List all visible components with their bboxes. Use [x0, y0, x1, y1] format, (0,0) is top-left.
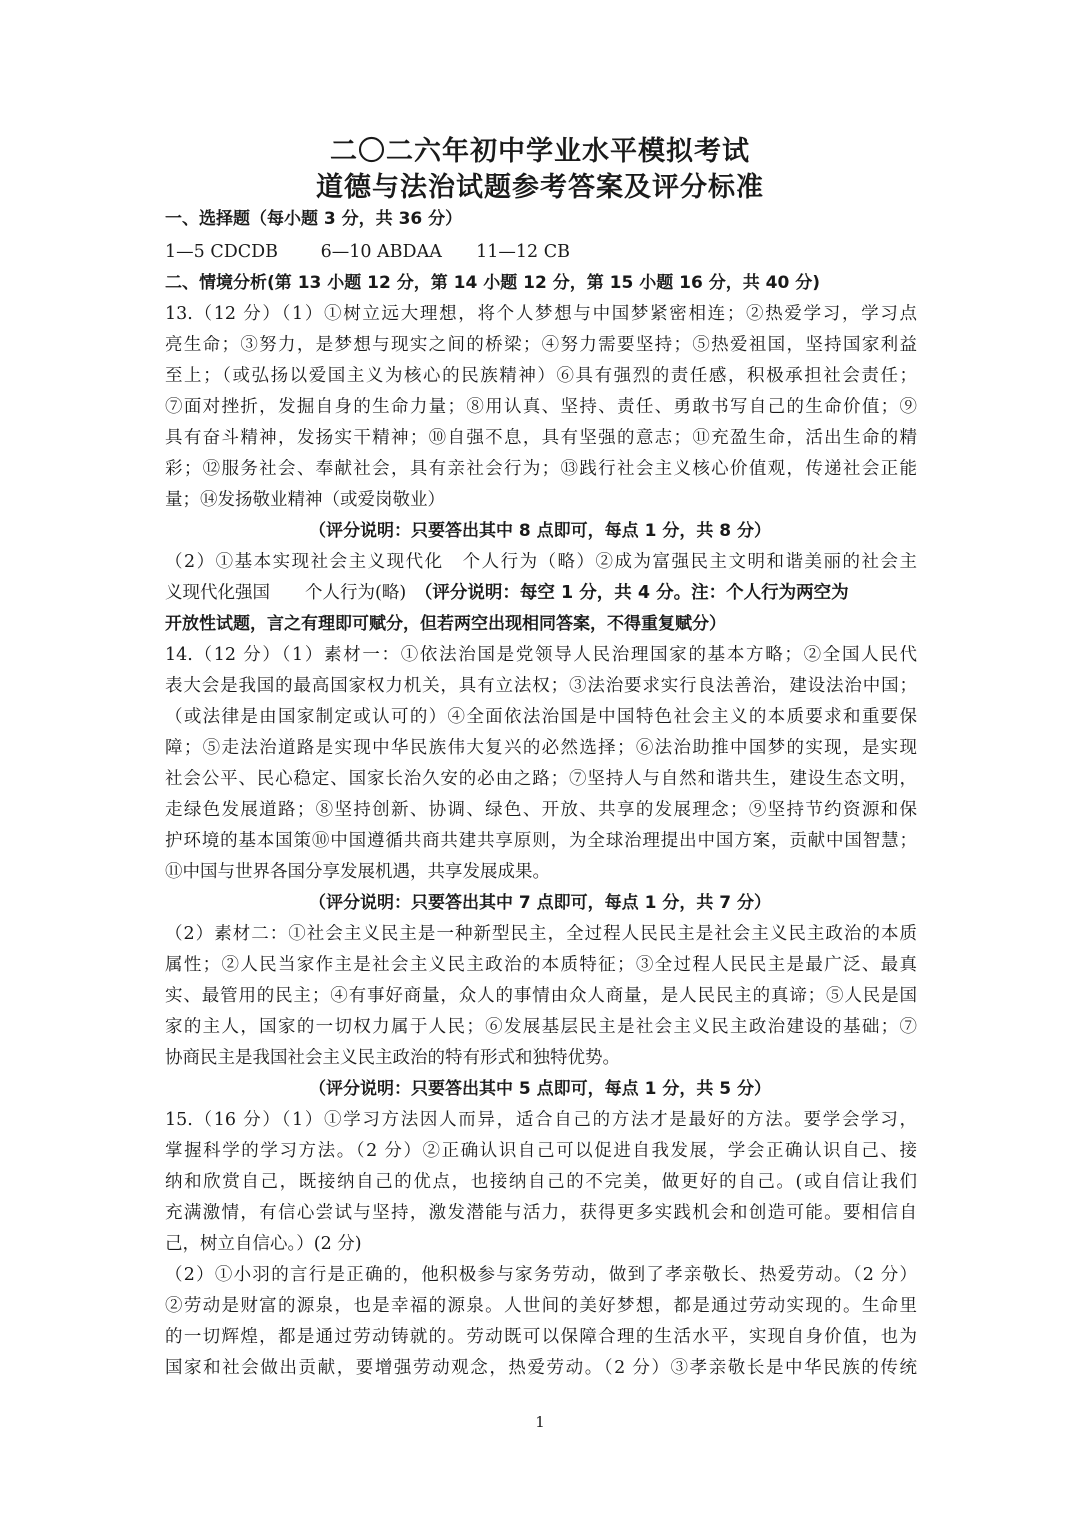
- q14-line: 社会公平、民心稳定、国家长治久安的必由之路；⑦坚持人与自然和谐共生，建设生态文明，: [165, 769, 917, 789]
- choice-answer-11-12: 11—12 CB: [476, 242, 571, 262]
- page-title: 二〇二六年初中学业水平模拟考试: [330, 136, 750, 167]
- q14-part2-line: 协商民主是我国社会主义民主政治的特有形式和独特优势。: [165, 1048, 620, 1068]
- choice-answers: [165, 237, 917, 268]
- q14-part2-line: 属性；②人民当家作主是社会主义民主政治的本质特征；③全过程人民民主是最广泛、最真: [165, 955, 917, 975]
- q13-line: 至上；（或弘扬以爱国主义为核心的民族精神）⑥具有强烈的责任感，积极承担社会责任；: [165, 366, 917, 386]
- q15-line: 纳和欣赏自己，既接纳自己的优点，也接纳自己的不完美，做更好的自己。(或自信让我们: [165, 1172, 917, 1192]
- q15-line: 充满激情，有信心尝试与坚持，激发潜能与活力，获得更多实践机会和创造可能。要相信自: [165, 1203, 917, 1223]
- section2-heading: 二、情境分析(第 13 小题 12 分，第 14 小题 12 分，第 15 小题 16 分，共 40 分): [165, 273, 820, 293]
- q15-line: 掌握科学的学习方法。（2 分）②正确认识自己可以促进自我发展，学会正确认识自己、接: [165, 1141, 917, 1161]
- q13-line: 亮生命；③努力，是梦想与现实之间的桥梁；④努力需要坚持；⑤热爱祖国，坚持国家利益: [165, 335, 917, 355]
- q13-line: 量；⑭发扬敬业精神（或爱岗敬业）: [165, 490, 445, 510]
- q14-line: 14.（12 分）（1）素材一：①依法治国是党领导人民治理国家的基本方略；②全国人民代: [165, 645, 917, 665]
- q13-line: 具有奋斗精神，发扬实干精神；⑩自强不息，具有坚强的意志；⑪充盈生命，活出生命的精: [165, 428, 917, 448]
- q15-line: ②劳动是财富的源泉，也是幸福的源泉。人世间的美好梦想，都是通过劳动实现的。生命里: [165, 1296, 917, 1316]
- q14-line: （或法律是由国家制定或认可的）④全面依法治国是中国特色社会主义的本质要求和重要保: [165, 707, 917, 727]
- q13-part2-scoring-cont: 开放性试题，言之有理即可赋分，但若两空出现相同答案，不得重复赋分）: [165, 614, 726, 634]
- page-subtitle: 道德与法治试题参考答案及评分标准: [316, 172, 764, 203]
- q14-line: 护环境的基本国策⑩中国遵循共商共建共享原则，为全球治理提出中国方案，贡献中国智慧；: [165, 831, 917, 851]
- q13-line: 13.（12 分）（1）①树立远大理想，将个人梦想与中国梦紧密相连；②热爱学习，学习点: [165, 304, 917, 324]
- q15-line: 15.（16 分）（1）①学习方法因人而异，适合自己的方法才是最好的方法。要学会学习，: [165, 1110, 917, 1130]
- q13-scoring-note: （评分说明：只要答出其中 8 点即可，每点 1 分，共 8 分）: [309, 521, 771, 541]
- q14-scoring-note: （评分说明：只要答出其中 7 点即可，每点 1 分，共 7 分）: [309, 893, 771, 913]
- q15-line: 国家和社会做出贡献，要增强劳动观念，热爱劳动。（2 分）③孝亲敬长是中华民族的传统: [165, 1358, 917, 1378]
- choice-answer-6-10: 6—10 ABDAA: [320, 242, 442, 262]
- page-number: 1: [535, 1413, 545, 1431]
- q13-line: ⑦面对挫折，发掘自身的生命力量；⑧用认真、坚持、责任、勇敢书写自己的生命价值；⑨: [165, 397, 917, 417]
- q14-part2-line: （2）素材二：①社会主义民主是一种新型民主，全过程人民民主是社会主义民主政治的本质: [165, 924, 917, 944]
- q14-line: ⑪中国与世界各国分享发展机遇，共享发展成果。: [165, 862, 550, 882]
- q14-scoring-note-2: （评分说明：只要答出其中 5 点即可，每点 1 分，共 5 分）: [309, 1079, 771, 1099]
- q13-part2-line: [165, 578, 917, 609]
- q13-part2-line: （2）①基本实现社会主义现代化 个人行为（略）②成为富强民主文明和谐美丽的社会主: [165, 552, 917, 572]
- q15-line: 己，树立自信心。）(2 分): [165, 1234, 362, 1254]
- q13-part2-scoring: （评分说明：每空 1 分，共 4 分。注：个人行为两空为: [423, 583, 849, 603]
- q13-part2-text: 义现代化强国 个人行为(略): [165, 583, 424, 603]
- q14-part2-line: 实、最管用的民主；④有事好商量，众人的事情由众人商量，是人民民主的真谛；⑤人民是国: [165, 986, 917, 1006]
- q13-line: 彩；⑫服务社会、奉献社会，具有亲社会行为；⑬践行社会主义核心价值观，传递社会正能: [165, 459, 917, 479]
- section1-heading: 一、选择题（每小题 3 分，共 36 分）: [165, 209, 463, 229]
- q14-line: 表大会是我国的最高国家权力机关，具有立法权；③法治要求实行良法善治，建设法治中国；: [165, 676, 917, 696]
- q14-part2-line: 家的主人，国家的一切权力属于人民；⑥发展基层民主是社会主义民主政治建设的基础；⑦: [165, 1017, 917, 1037]
- q15-line: 的一切辉煌，都是通过劳动铸就的。劳动既可以保障合理的生活水平，实现自身价值，也为: [165, 1327, 917, 1347]
- q14-line: 走绿色发展道路；⑧坚持创新、协调、绿色、开放、共享的发展理念；⑨坚持节约资源和保: [165, 800, 917, 820]
- q15-line: （2）①小羽的言行是正确的，他积极参与家务劳动，做到了孝亲敬长、热爱劳动。（2 分）: [165, 1265, 917, 1285]
- choice-answer-1-5: 1—5 CDCDB: [165, 242, 279, 262]
- q14-line: 障；⑤走法治道路是实现中华民族伟大复兴的必然选择；⑥法治助推中国梦的实现，是实现: [165, 738, 917, 758]
